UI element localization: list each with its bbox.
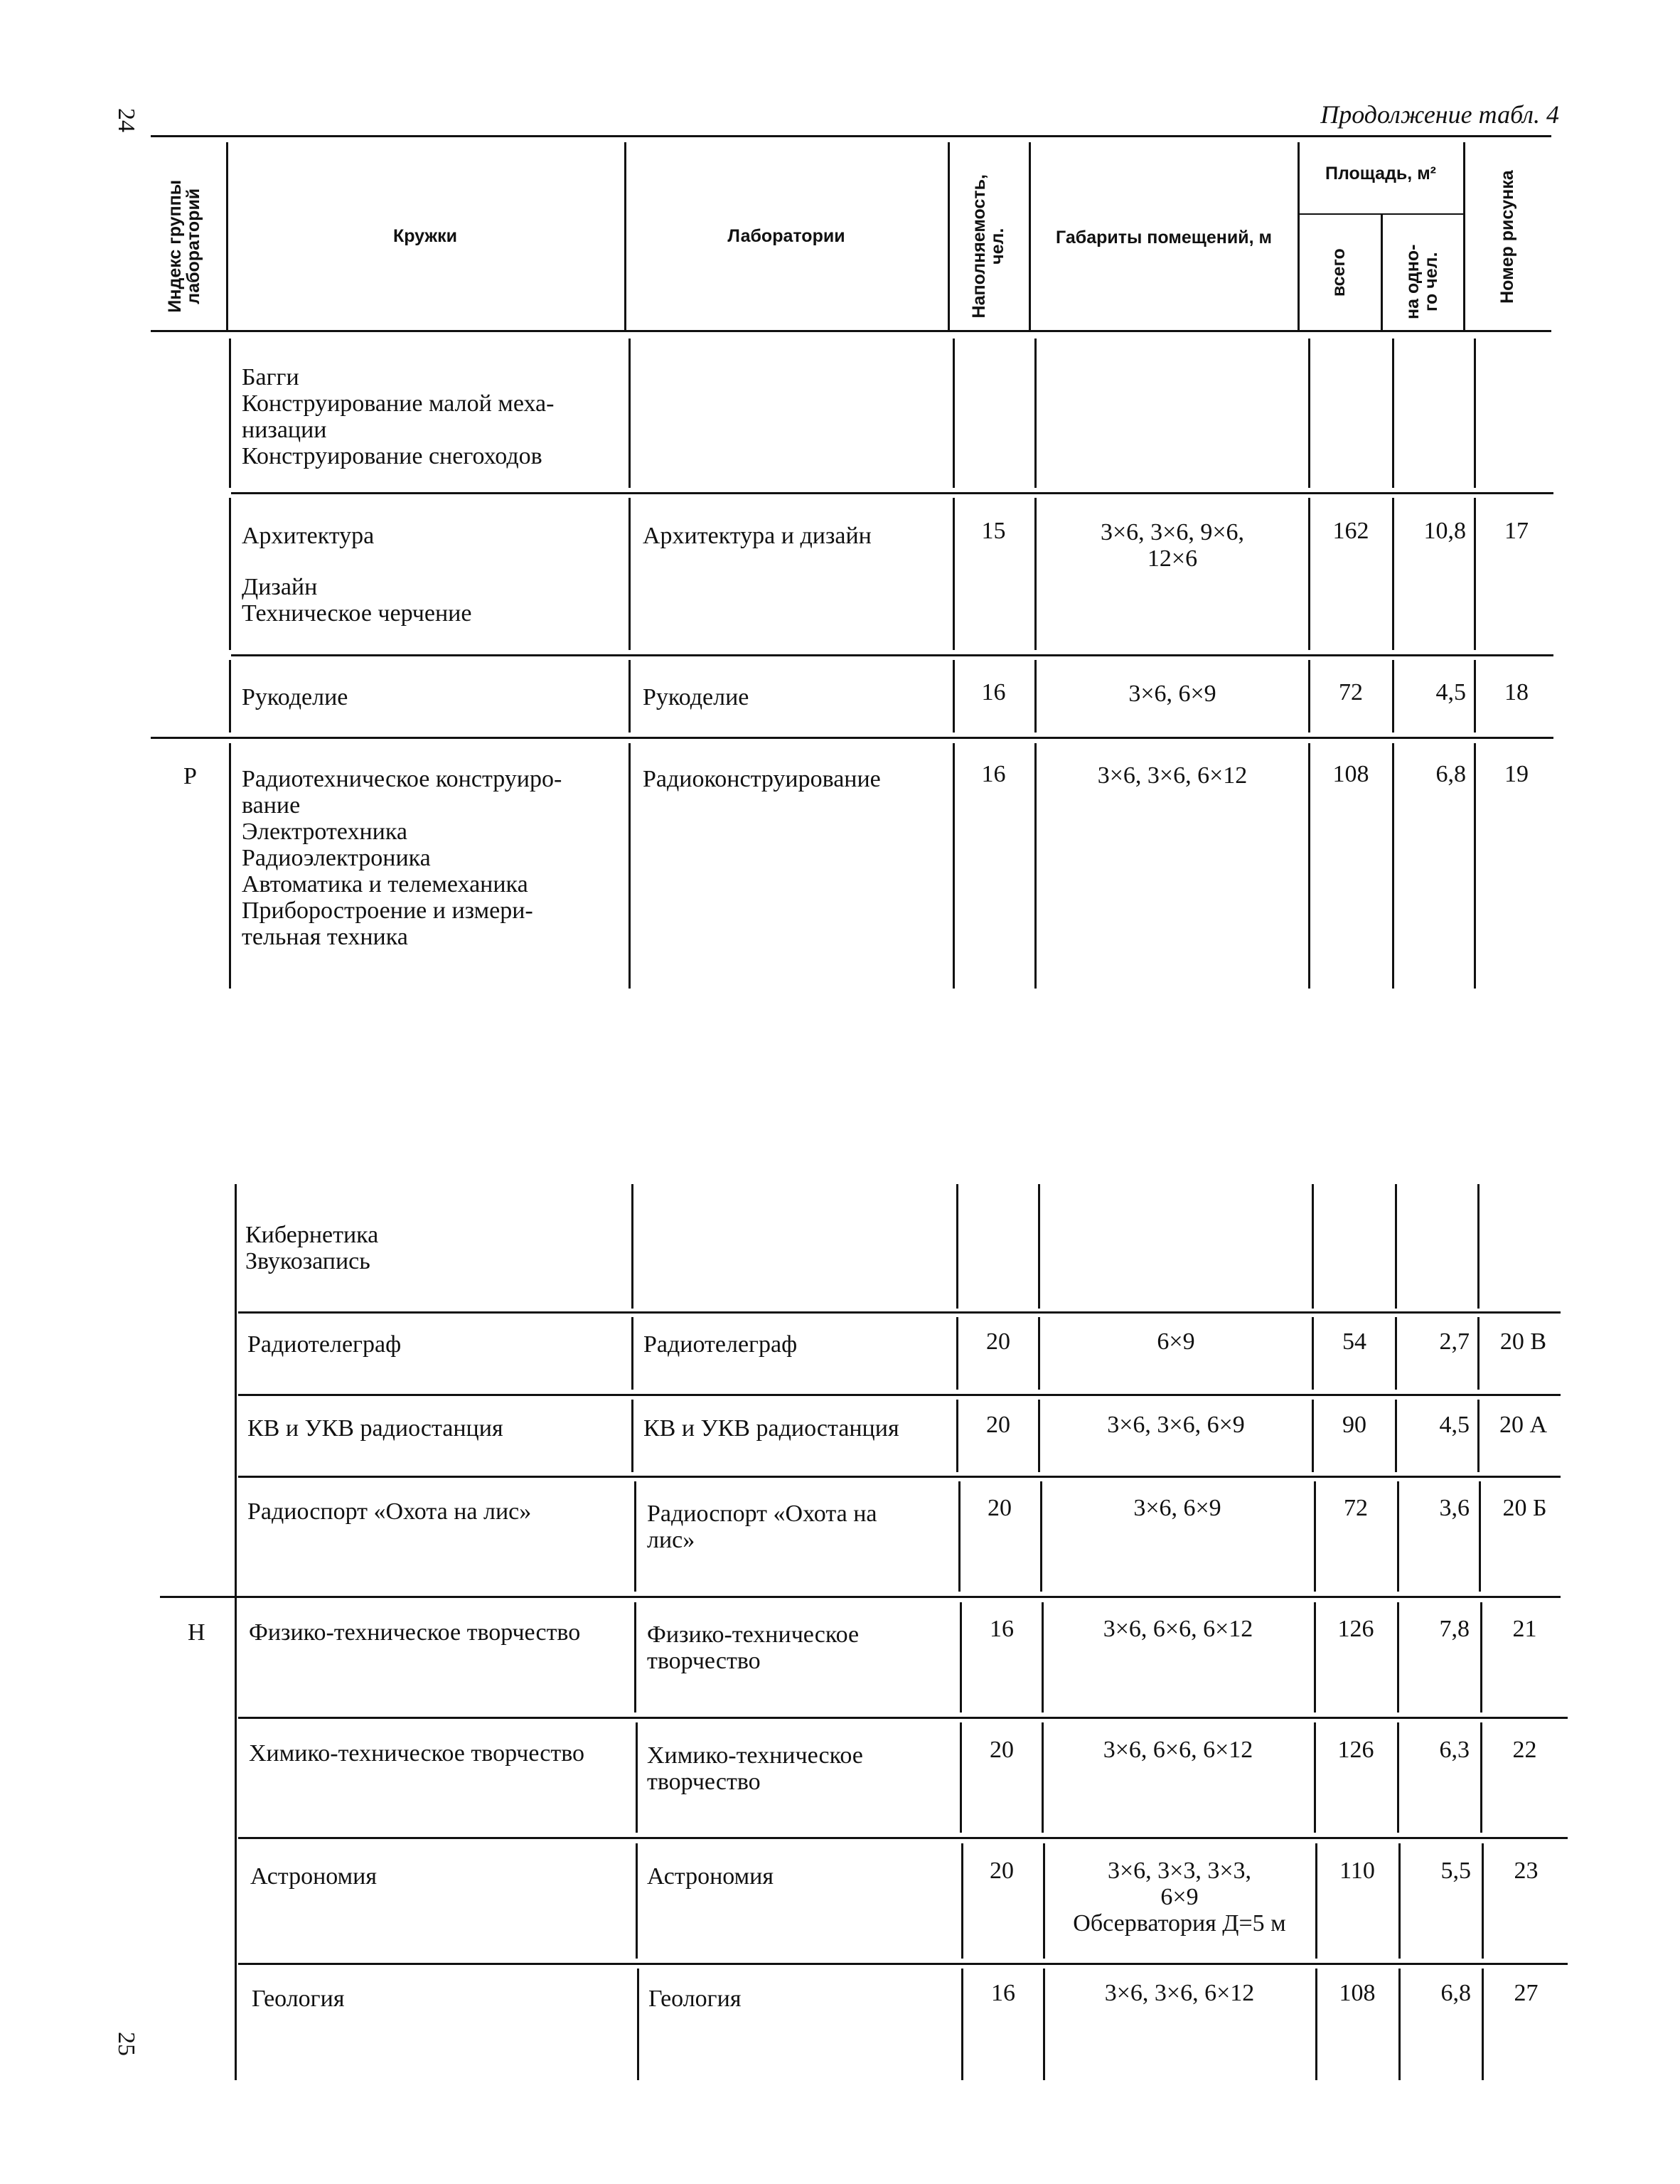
area-total-cell: 54 <box>1342 1328 1366 1355</box>
area-total-cell: 126 <box>1337 1737 1374 1763</box>
figure-cell: 20 А <box>1499 1412 1548 1438</box>
capacity-cell: 15 <box>981 518 1006 544</box>
group-index: Н <box>188 1619 205 1646</box>
figure-cell: 27 <box>1514 1980 1539 2006</box>
dimensions-cell: 3×6, 3×3, 3×3, 6×9 Обсерватория Д=5 м <box>1073 1858 1286 1937</box>
capacity-cell: 16 <box>990 1616 1014 1642</box>
dimensions-cell: 6×9 <box>1157 1328 1195 1355</box>
capacity-cell: 20 <box>988 1495 1012 1521</box>
table-row: Радиоспорт «Охота на лис» <box>247 1498 532 1525</box>
table-row: Радиотехническое конструиро- вание Электротехника Радиоэлектроника Автоматика и телемеханика Приборостроение и измери- тельная техника <box>242 766 562 950</box>
dimensions-cell: 3×6, 6×9 <box>1128 681 1216 707</box>
capacity-cell: 20 <box>986 1328 1010 1355</box>
lab-cell: Радиотелеграф <box>643 1331 798 1358</box>
capacity-cell: 16 <box>981 679 1006 705</box>
capacity-cell: 16 <box>981 761 1006 787</box>
area-per-cell: 6,8 <box>1440 1980 1471 2006</box>
lab-cell: Физико-техническое творчество <box>647 1621 860 1674</box>
table-row: Химико-техническое творчество <box>249 1740 585 1767</box>
lab-cell: Радиоспорт «Охота на лис» <box>647 1501 877 1553</box>
header-capacity: Наполняемость, чел. <box>968 174 1007 319</box>
header-labs: Лаборатории <box>727 226 845 246</box>
area-per-cell: 4,5 <box>1435 679 1466 705</box>
dimensions-cell: 3×6, 6×6, 6×12 <box>1103 1737 1253 1763</box>
table-row: Астрономия <box>250 1863 377 1890</box>
dimensions-cell: 3×6, 6×9 <box>1133 1495 1221 1521</box>
lab-cell: КВ и УКВ радиостанция <box>643 1415 899 1442</box>
dimensions-cell: 3×6, 6×6, 6×12 <box>1103 1616 1253 1642</box>
table-row: Радиотелеграф <box>247 1331 402 1358</box>
area-total-cell: 126 <box>1337 1616 1374 1642</box>
area-total-cell: 72 <box>1344 1495 1368 1521</box>
area-total-cell: 90 <box>1342 1412 1366 1438</box>
area-per-cell: 6,8 <box>1435 761 1466 787</box>
dimensions-cell: 3×6, 3×6, 6×9 <box>1107 1412 1245 1438</box>
area-total-cell: 110 <box>1339 1858 1375 1884</box>
area-per-cell: 3,6 <box>1439 1495 1470 1521</box>
figure-cell: 18 <box>1504 679 1529 705</box>
table-row: Геология <box>252 1986 345 2012</box>
lab-cell: Радиоконструирование <box>643 766 881 792</box>
header-dimensions: Габариты помещений, м <box>1056 228 1272 247</box>
header-area-total: всего <box>1328 248 1349 297</box>
header-area: Площадь, м² <box>1325 164 1437 183</box>
figure-cell: 20 В <box>1499 1328 1547 1355</box>
area-per-cell: 4,5 <box>1439 1412 1470 1438</box>
header-figure: Номер рисунка <box>1497 170 1517 304</box>
header-clubs: Кружки <box>392 226 457 246</box>
dimensions-cell: 3×6, 3×6, 9×6, 12×6 <box>1100 519 1245 572</box>
capacity-cell: 20 <box>990 1858 1014 1884</box>
table-row: Багги Конструирование малой меха- низации Конструирование снегоходов <box>242 364 555 469</box>
table-row: Рукоделие <box>242 684 348 710</box>
dimensions-cell: 3×6, 3×6, 6×12 <box>1104 1980 1255 2006</box>
group-index: Р <box>183 763 197 789</box>
area-per-cell: 10,8 <box>1423 518 1466 544</box>
figure-cell: 17 <box>1504 518 1529 544</box>
lab-cell: Астрономия <box>647 1863 774 1890</box>
header-area-per: на одно- го чел. <box>1402 244 1441 319</box>
area-total-cell: 108 <box>1332 761 1369 787</box>
capacity-cell: 20 <box>986 1412 1010 1438</box>
figure-cell: 21 <box>1512 1616 1537 1642</box>
area-per-cell: 6,3 <box>1439 1737 1470 1763</box>
capacity-cell: 20 <box>990 1737 1014 1763</box>
capacity-cell: 16 <box>991 1980 1015 2006</box>
area-total-cell: 108 <box>1339 1980 1376 2006</box>
table-continuation-title: Продолжение табл. 4 <box>1320 100 1559 129</box>
figure-cell: 22 <box>1512 1737 1537 1763</box>
lab-cell: Рукоделие <box>643 684 749 710</box>
area-per-cell: 5,5 <box>1440 1858 1471 1884</box>
table-row: КВ и УКВ радиостанция <box>247 1415 503 1442</box>
page-number-top: 24 <box>113 108 139 132</box>
area-total-cell: 72 <box>1339 679 1363 705</box>
header-index: Индекс группы лабораторий <box>164 179 203 313</box>
table-row: Архитектура Дизайн Техническое черчение <box>242 523 472 627</box>
area-total-cell: 162 <box>1332 518 1369 544</box>
figure-cell: 19 <box>1504 761 1529 787</box>
page-number-bottom: 25 <box>113 2032 139 2056</box>
dimensions-cell: 3×6, 3×6, 6×12 <box>1097 762 1248 789</box>
figure-cell: 20 Б <box>1502 1495 1547 1521</box>
lab-cell: Архитектура и дизайн <box>643 523 872 549</box>
lab-cell: Геология <box>648 1986 742 2012</box>
table-row: Физико-техническое творчество <box>249 1619 581 1646</box>
area-per-cell: 7,8 <box>1439 1616 1470 1642</box>
table-row: Кибернетика Звукозапись <box>245 1222 379 1274</box>
figure-cell: 23 <box>1514 1858 1539 1884</box>
area-per-cell: 2,7 <box>1439 1328 1470 1355</box>
lab-cell: Химико-техническое творчество <box>647 1742 863 1795</box>
